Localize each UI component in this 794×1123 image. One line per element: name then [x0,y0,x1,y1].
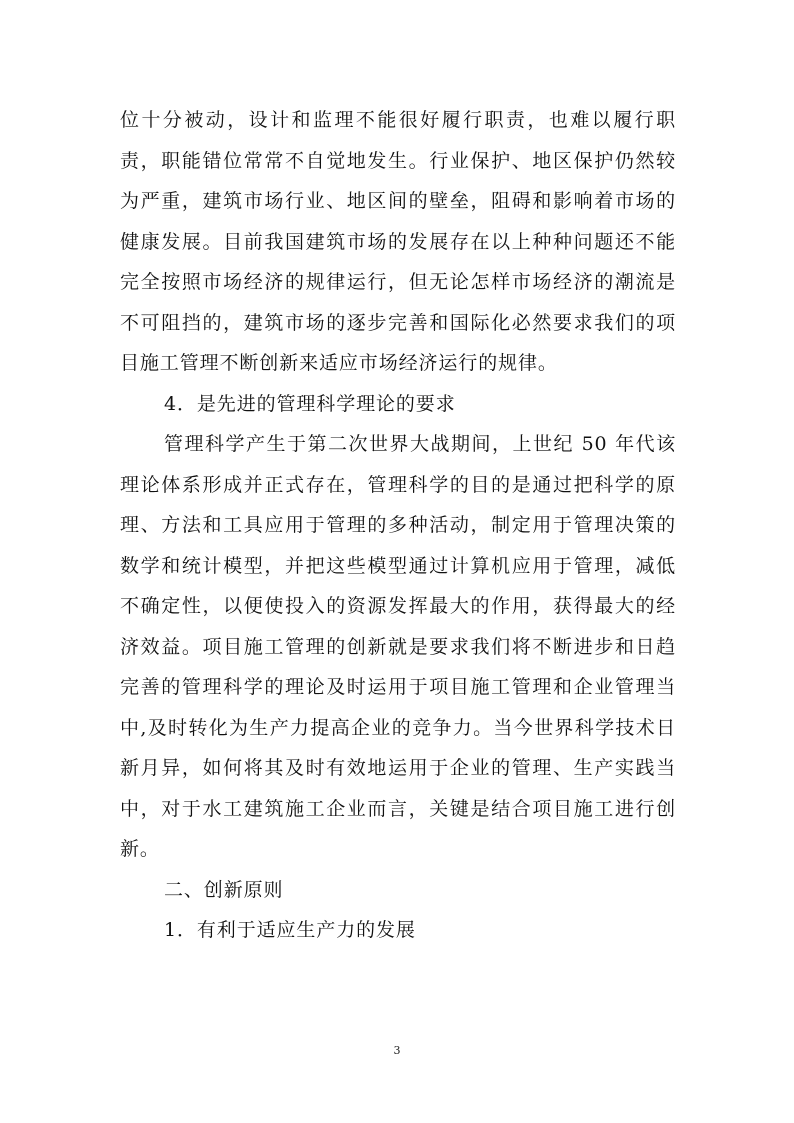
paragraph-continuation: 位十分被动，设计和监理不能很好履行职责，也难以履行职责，职能错位常常不自觉地发生。行业保护、地区保护仍然较为严重，建筑市场行业、地区间的壁垒，阻碍和影响着市场的健康发展。目前我国建筑市场的发展存在以上种种问题还不能完全按照市场经济的规律运行，但无论怎样市场经济的潮流是不可阻挡的，建筑市场的逐步完善和国际化必然要求我们的项目施工管理不断创新来适应市场经济运行的规律。 [120,109,676,374]
body-text [120,100,676,951]
heading-requirement-4: 4．是先进的管理科学理论的要求 [164,392,456,415]
page-number: 3 [393,1044,401,1057]
subheading-productivity-development: 1．有利于适应生产力的发展 [164,919,416,941]
paragraph-management-science: 管理科学产生于第二次世界大战期间，上世纪 50 年代该理论体系形成并正式存在，管理科学的目的是通过把科学的原理、方法和工具应用于管理的多种活动，制定用于管理决策的数学和统计模型，并把这些模型通过计算机应用于管理，减低不确定性，以便使投入的资源发挥最大的作用，获得最大的经济效益。项目施工管理的创新就是要求我们将不断进步和日趋完善的管理科学的理论及时运用于项目施工管理和企业管理当中,及时转化为生产力提高企业的竞争力。当今世界科学技术日新月异，如何将其及时有效地运用于企业的管理、生产实践当中，对于水工建筑施工企业而言，关键是结合项目施工进行创新。 [120,433,676,860]
section-heading-innovation-principles: 二、创新原则 [164,878,284,901]
